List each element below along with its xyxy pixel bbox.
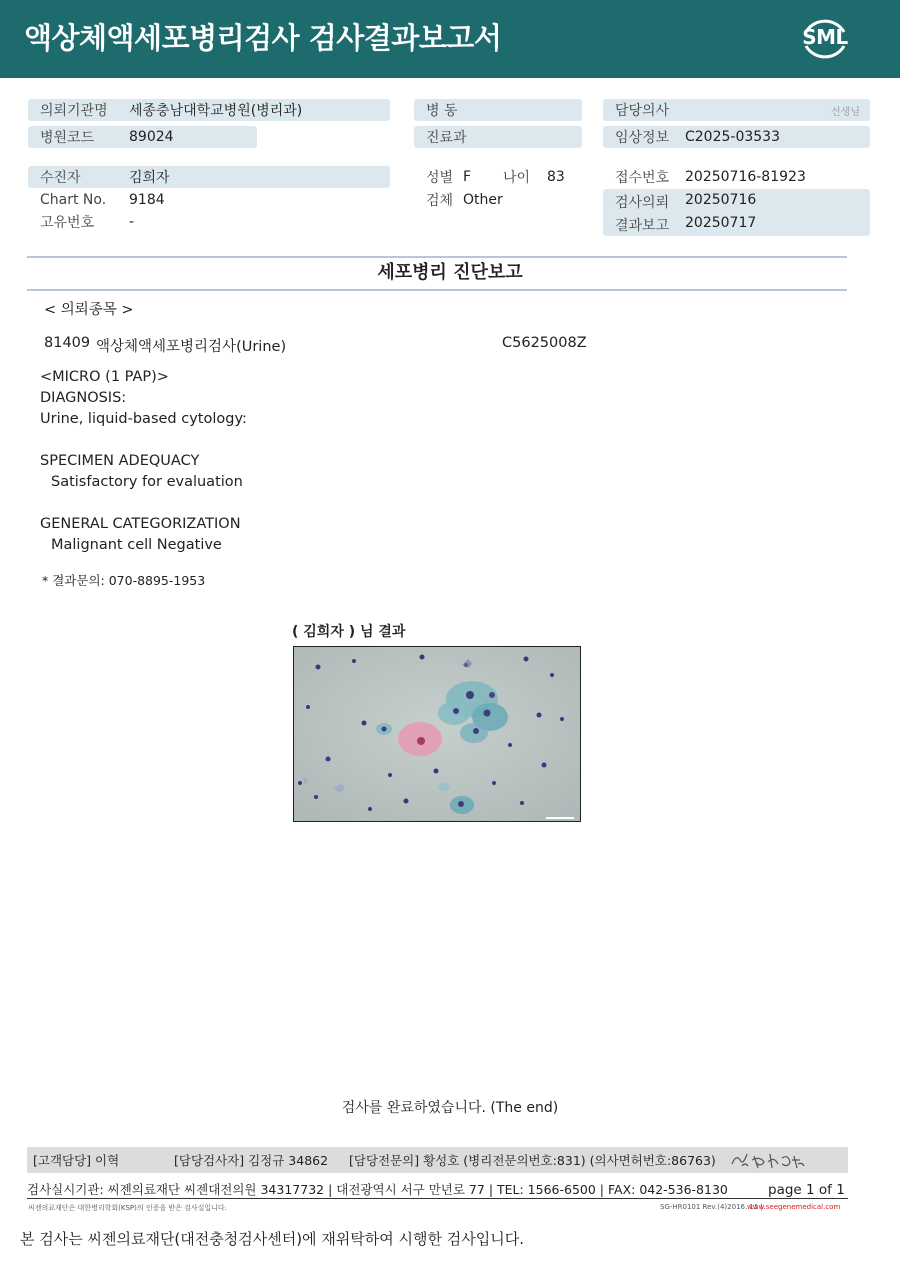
cytology-image [293,646,581,822]
hospital-code-value: 89024 [129,129,174,145]
signature [728,1148,818,1172]
logo-text: SML [802,25,848,49]
request-date-label: 검사의뢰 [615,195,670,211]
unique-no-label: 고유번호 [40,215,95,231]
unique-no-value: - [129,214,135,230]
footer-staff-bar [27,1147,848,1173]
patient-field [28,166,390,188]
specimen-value: Other [463,192,503,208]
receipt-no-label: 접수번호 [615,170,670,186]
inquiry-note: * 결과문의: 070-8895-1953 [42,573,206,588]
form-code: SG-HR0101 Rev.(4)2016. 11 | [660,1203,763,1211]
patient-label: 수진자 [40,170,81,186]
specimen-label: 검체 [426,193,454,209]
categorization-label: GENERAL CATEGORIZATION [40,516,241,532]
sex-value: F [463,169,472,185]
certification-note: 씨젠의료재단은 대한병리학회(KSP)의 인증을 받은 검사실입니다. [28,1204,227,1212]
clinical-info-label: 임상정보 [615,130,670,146]
ward-field [414,99,582,121]
request-items-heading: < 의뢰종목 > [44,302,134,318]
customer-manager: [고객담당] 이혁 [33,1153,120,1168]
specialist: [담당전문의] 황성호 (병리전문의번호:831) (의사면허번호:86763) [349,1153,716,1168]
doctor-suffix: 선생님 [831,106,860,118]
institution-line: 검사실시기관: 씨젠의료재단 씨젠대전의원 34317732 | 대전광역시 서구 만년로 77 | TEL: 1566-6500 | FAX: 042-536-8130 [27,1182,728,1197]
clinical-info-value: C2025-03533 [685,129,780,145]
report-header [0,0,900,78]
department-label: 진료과 [426,130,467,146]
image-caption: ( 김희자 ) 님 결과 [292,624,406,640]
ward-label: 병 동 [426,103,458,119]
age-value: 83 [547,169,565,185]
end-text: 검사를 완료하였습니다. (The end) [341,1100,559,1116]
department-field [414,126,582,148]
age-label: 나이 [503,170,531,186]
examiner: [담당검사자] 김정규 34862 [174,1153,329,1168]
test-name: 액상체액세포병리검사(Urine) [96,339,287,355]
doctor-field [603,99,870,121]
report-date-value: 20250717 [685,215,757,231]
chart-no-field [28,189,390,211]
report-date-label: 결과보고 [615,218,670,234]
specimen-field [414,189,584,211]
doctor-label: 담당의사 [615,103,670,119]
patient-value: 김희자 [129,170,170,186]
receipt-no-value: 20250716-81923 [685,169,806,185]
request-date-value: 20250716 [685,192,757,208]
hospital-code-label: 병원코드 [40,130,95,146]
diagnosis-value: Urine, liquid-based cytology: [40,411,247,427]
clinical-info-field [603,126,870,148]
footer-rule [27,1198,848,1199]
chart-no-value: 9184 [129,192,165,208]
adequacy-label: SPECIMEN ADEQUACY [40,453,200,469]
test-id: C5625008Z [502,335,587,351]
unique-no-field [28,211,390,233]
diagnosis-label: DIAGNOSIS: [40,390,127,406]
requesting-institution-field [28,99,390,121]
receipt-no-field [603,166,870,188]
test-code: 81409 [44,335,91,351]
website-link[interactable]: www.seegenemedical.com [747,1203,841,1211]
chart-no-label: Chart No. [40,192,107,208]
requesting-institution-value: 세종충남대학교병원(병리과) [129,103,303,119]
bottom-note: 본 검사는 씨젠의료재단(대전충청검사센터)에 재위탁하여 시행한 검사입니다. [20,1230,524,1248]
requesting-institution-label: 의뢰기관명 [40,103,108,119]
sex-label: 성별 [426,170,454,186]
hospital-code-field [28,126,257,148]
section-title: 세포병리 진단보고 [377,262,523,283]
report-title: 액상체액세포병리검사 검사결과보고서 [24,21,502,55]
adequacy-value: Satisfactory for evaluation [51,474,243,490]
section-rule-bottom [27,289,847,291]
categorization-value: Malignant cell Negative [51,537,222,553]
sml-logo [798,12,852,66]
request-report-date-field [603,189,870,236]
micro-label: <MICRO (1 PAP)> [40,369,169,385]
sex-age-field [414,166,584,188]
page-number: page 1 of 1 [768,1182,845,1198]
